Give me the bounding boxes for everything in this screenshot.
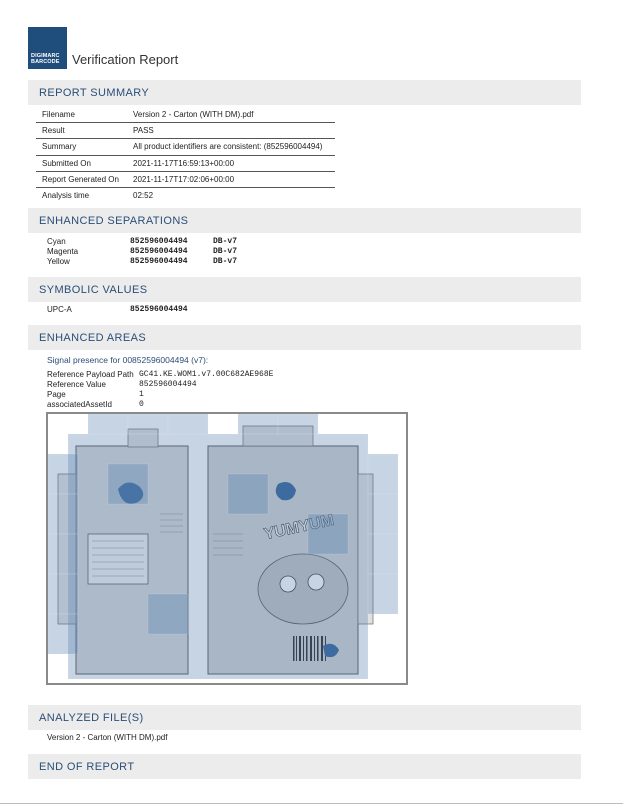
signal-presence-heading: Signal presence for 00852596004494 (v7): bbox=[47, 355, 209, 365]
symbology-name: UPC-A bbox=[47, 304, 72, 314]
separation-version: DB-v7 bbox=[213, 236, 238, 246]
section-analyzed-files: ANALYZED FILE(S) bbox=[28, 705, 581, 730]
carton-brand-text: YUMYUM bbox=[262, 511, 336, 544]
area-key: associatedAssetId bbox=[47, 399, 112, 409]
summary-key: Analysis time bbox=[42, 191, 90, 201]
section-enhanced-separations: ENHANCED SEPARATIONS bbox=[28, 208, 581, 233]
summary-key: Summary bbox=[36, 139, 127, 155]
table-row bbox=[36, 107, 335, 123]
enhanced-area-details bbox=[47, 369, 273, 409]
area-value: 852596004494 bbox=[139, 379, 197, 389]
logo-text-line1: DIGIMARC bbox=[31, 53, 60, 59]
area-key: Reference Value bbox=[47, 379, 106, 389]
summary-value: All product identifiers are consistent: (852596004494) bbox=[127, 139, 335, 155]
list-item bbox=[47, 369, 273, 379]
table-row bbox=[36, 171, 335, 187]
signal-presence-image bbox=[46, 412, 408, 685]
separation-value: 852596004494 bbox=[130, 256, 188, 266]
page-bottom-divider bbox=[0, 803, 623, 804]
digimarc-logo bbox=[28, 27, 67, 69]
list-item bbox=[47, 304, 188, 314]
summary-value: PASS bbox=[127, 123, 335, 139]
area-value: 1 bbox=[139, 389, 144, 399]
separation-value: 852596004494 bbox=[130, 236, 188, 246]
summary-key: Result bbox=[36, 123, 127, 139]
list-item bbox=[47, 389, 273, 399]
summary-key: Filename bbox=[36, 107, 127, 123]
separation-value: 852596004494 bbox=[130, 246, 188, 256]
symbology-value: 852596004494 bbox=[130, 304, 188, 314]
area-value: 0 bbox=[139, 399, 144, 409]
section-report-summary: REPORT SUMMARY bbox=[28, 80, 581, 105]
summary-value: Version 2 - Carton (WITH DM).pdf bbox=[127, 107, 335, 123]
signal-overlay bbox=[48, 414, 398, 679]
table-row bbox=[36, 139, 335, 155]
separation-name: Cyan bbox=[47, 236, 66, 246]
summary-value: 2021-11-17T16:59:13+00:00 bbox=[127, 155, 335, 171]
summary-value: 2021-11-17T17:02:06+00:00 bbox=[127, 171, 335, 187]
report-title: Verification Report bbox=[72, 52, 179, 67]
summary-key: Submitted On bbox=[36, 155, 127, 171]
separations-list bbox=[47, 236, 237, 266]
list-item bbox=[47, 236, 237, 246]
area-value: GC41.KE.WOM1.v7.00C682AE968E bbox=[139, 369, 274, 379]
analyzed-file-name: Version 2 - Carton (WITH DM).pdf bbox=[47, 733, 168, 742]
list-item bbox=[47, 246, 237, 256]
list-item bbox=[47, 256, 237, 266]
list-item bbox=[47, 379, 273, 389]
table-row bbox=[36, 187, 335, 203]
separation-version: DB-v7 bbox=[213, 256, 238, 266]
logo-text-line2: BARCODE bbox=[31, 59, 60, 65]
table-row bbox=[36, 155, 335, 171]
symbolic-values-list bbox=[47, 304, 188, 314]
separation-name: Magenta bbox=[47, 246, 79, 256]
report-summary-table bbox=[36, 107, 335, 203]
section-enhanced-areas: ENHANCED AREAS bbox=[28, 325, 581, 350]
section-symbolic-values: SYMBOLIC VALUES bbox=[28, 277, 581, 302]
summary-key: Report Generated On bbox=[36, 171, 127, 187]
list-item bbox=[47, 399, 273, 409]
area-key: Page bbox=[47, 389, 66, 399]
separation-name: Yellow bbox=[47, 256, 70, 266]
summary-value: 02:52 bbox=[133, 191, 154, 201]
area-key: Reference Payload Path bbox=[47, 369, 134, 379]
separation-version: DB-v7 bbox=[213, 246, 238, 256]
table-row bbox=[36, 123, 335, 139]
carton-signal-map bbox=[48, 414, 406, 683]
section-end-of-report: END OF REPORT bbox=[28, 754, 581, 779]
